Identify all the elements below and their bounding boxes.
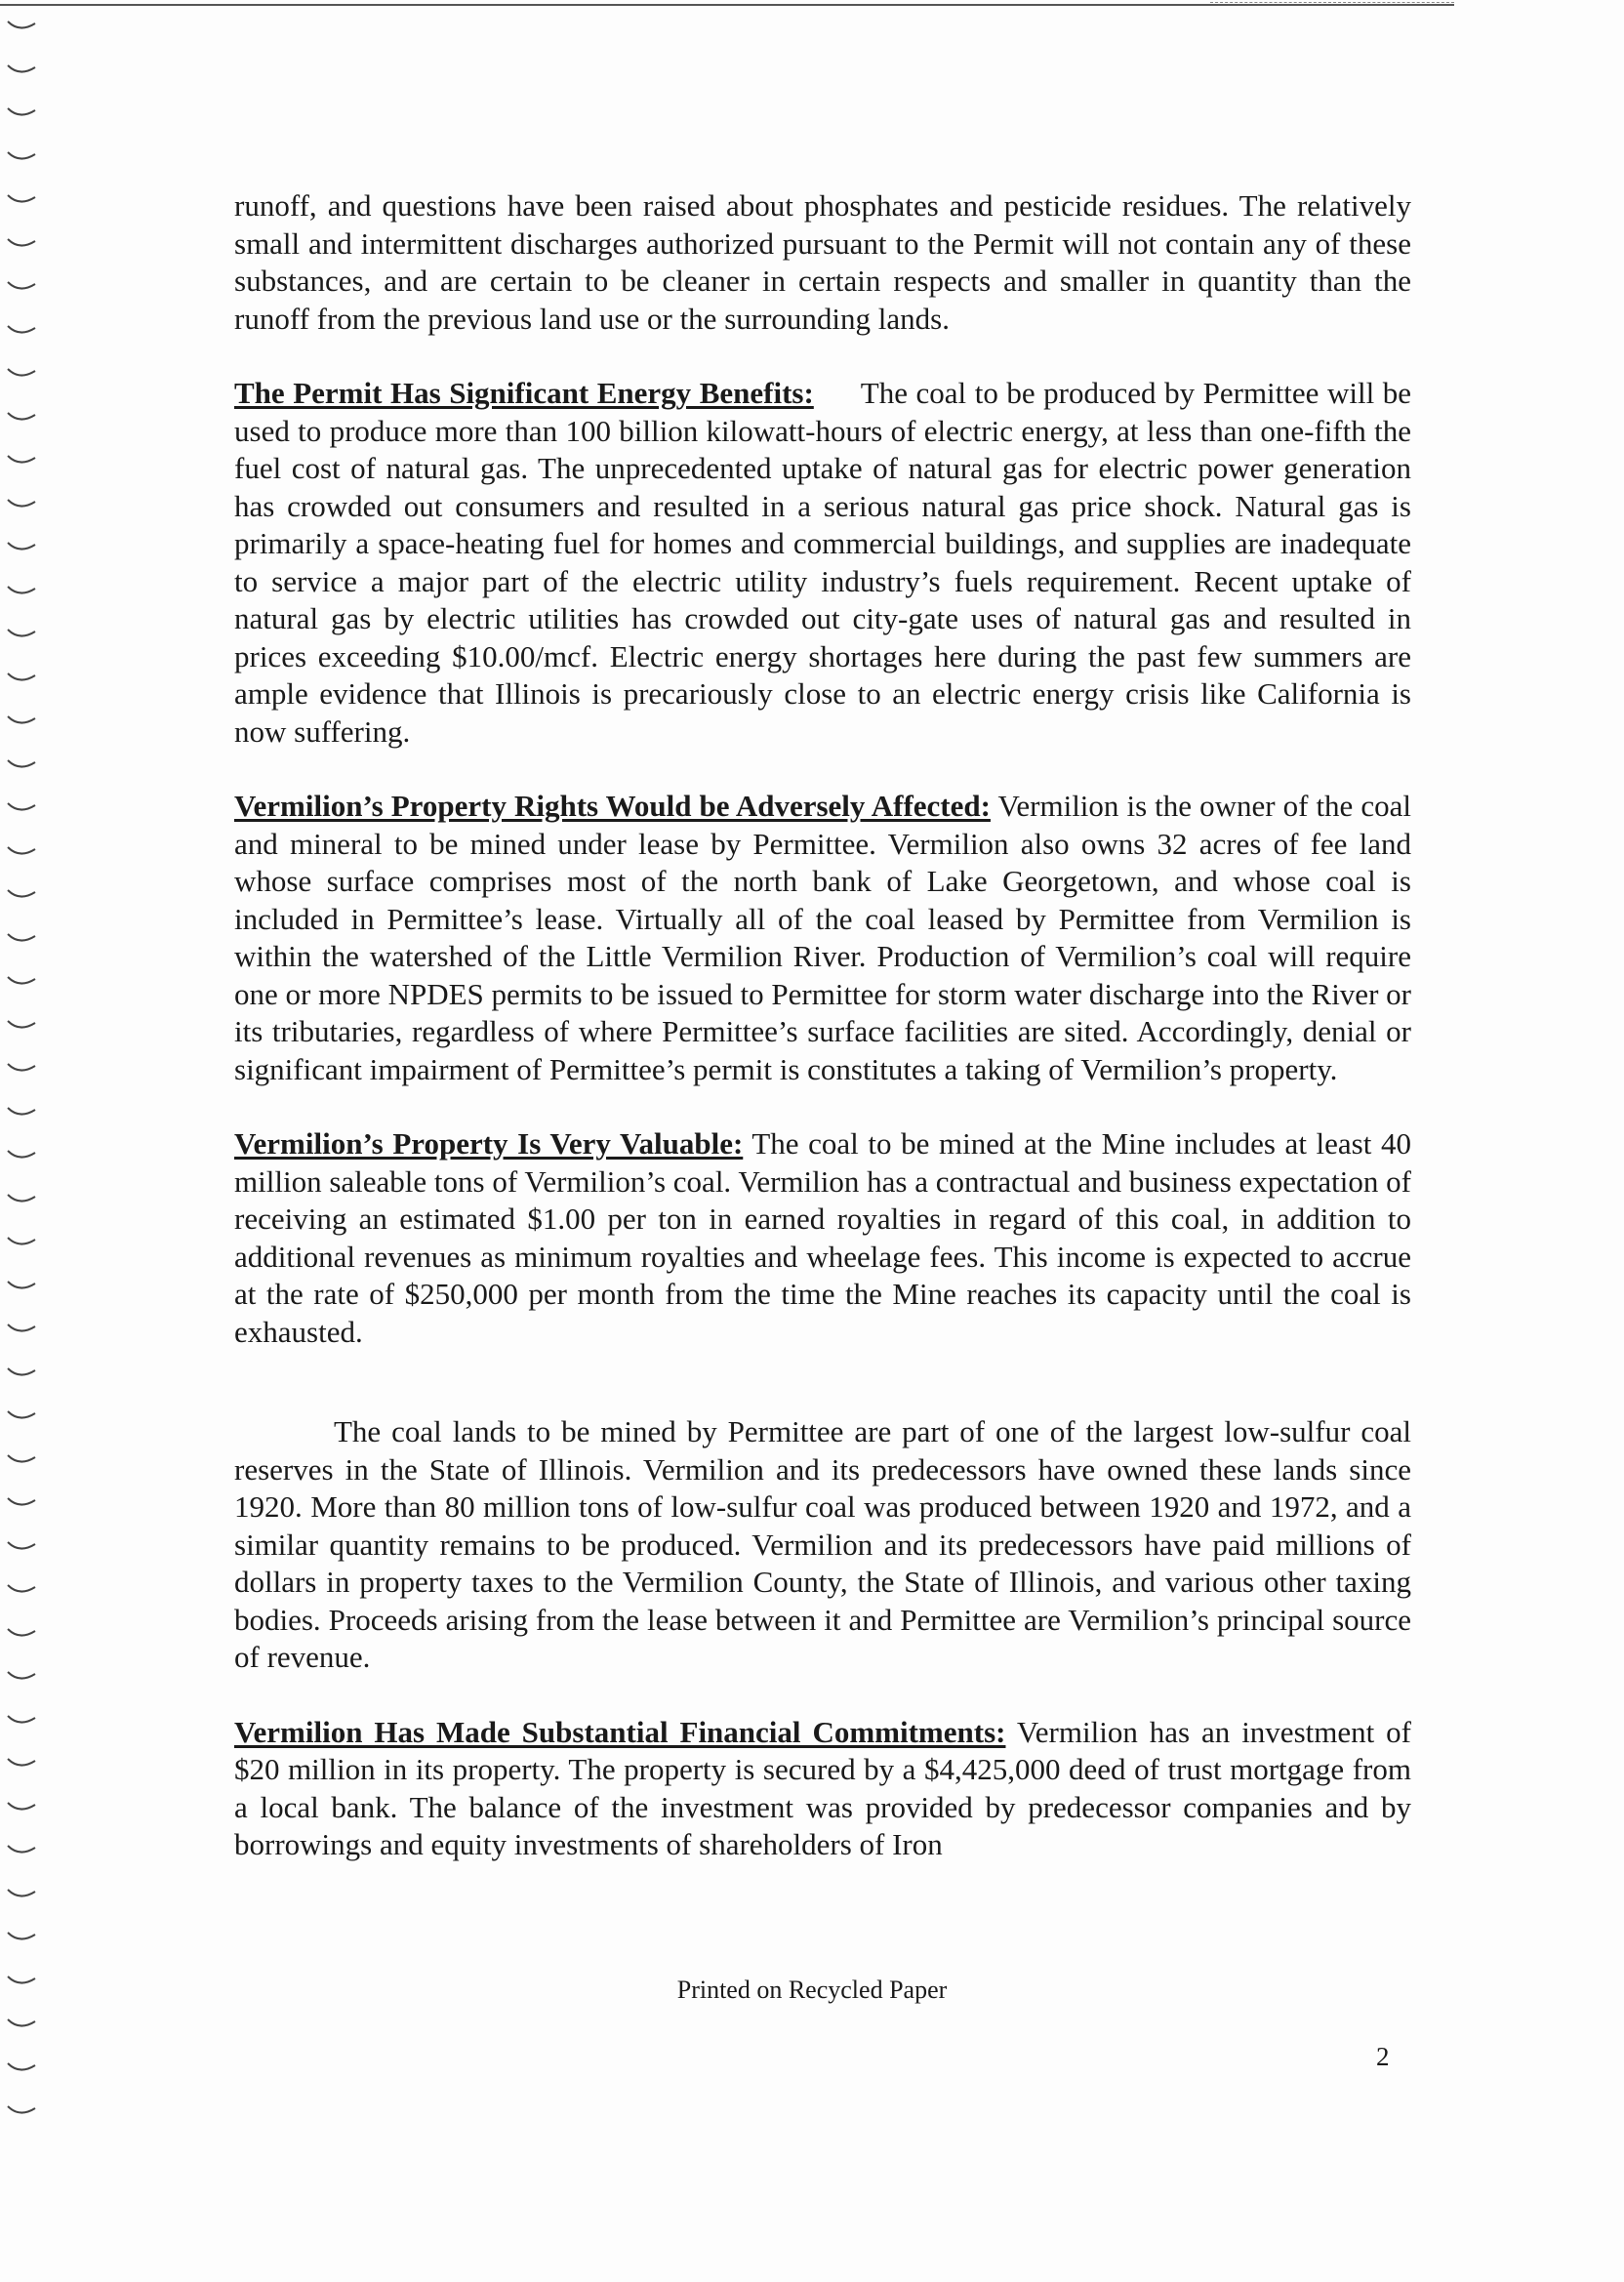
binder-mark [6, 801, 39, 815]
binder-mark [6, 411, 39, 425]
binder-mark [6, 63, 39, 77]
binder-mark [6, 2061, 39, 2075]
binder-mark [6, 1714, 39, 1728]
top-scan-rule-light [1210, 2, 1454, 3]
binder-mark [6, 1757, 39, 1771]
binder-mark [6, 845, 39, 859]
binder-mark [6, 20, 39, 33]
binder-mark [6, 888, 39, 902]
binder-mark [6, 2104, 39, 2118]
binder-mark [6, 1931, 39, 1944]
binder-mark [6, 1062, 39, 1076]
binder-mark [6, 541, 39, 554]
binder-mark [6, 1627, 39, 1641]
binder-mark [6, 237, 39, 251]
binder-mark [6, 1366, 39, 1380]
paragraph-property-value [234, 1125, 1411, 1351]
section-heading: Vermilion’s Property Rights Would be Adversely Affected: [234, 789, 991, 823]
binder-mark [6, 758, 39, 772]
binder-mark [6, 1149, 39, 1162]
paragraph-runoff [234, 187, 1411, 338]
binder-mark [6, 1019, 39, 1033]
paragraph-text: The coal to be mined at the Mine includes at least 40 million saleable tons of Vermilion’s coal. Vermilion has a contractual and business expectation of receiving an estimated $1.00 per ton in earned royalties in regard of this coal, in addition to additional revenues as minimum royalties and wheelage fees. This income is expected to accrue at the rate of $250,000 per month from the time the Mine reaches its capacity until the coal is exhausted. [234, 1126, 1411, 1349]
binder-mark [6, 150, 39, 164]
binder-mark [6, 628, 39, 641]
section-heading: Vermilion’s Property Is Very Valuable: [234, 1126, 744, 1161]
paragraph-property-rights [234, 788, 1411, 1088]
binder-mark [6, 1193, 39, 1206]
binder-mark [6, 1801, 39, 1814]
paragraph-energy-benefits [234, 375, 1411, 751]
page-number: 2 [1376, 2042, 1390, 2071]
binder-mark [6, 1280, 39, 1293]
paragraph-text: Vermilion has an investment of $20 million in its property. The property is secured by a $4,425,000 deed of trust mortgage from a local bank. The balance of the investment was provided by predecessor companies and by borrowings and equity investments of shareholders of Iron [234, 1714, 1411, 1861]
binder-mark [6, 932, 39, 946]
binder-mark [6, 1323, 39, 1336]
binder-mark [6, 1888, 39, 1901]
binder-mark [6, 193, 39, 207]
paragraph-financial-commitments [234, 1714, 1411, 1864]
binder-mark [6, 1453, 39, 1467]
binder-mark [6, 2017, 39, 2031]
binder-mark [6, 1540, 39, 1554]
binder-mark [6, 1844, 39, 1857]
binder-mark [6, 106, 39, 120]
paragraph-text: Vermilion is the owner of the coal and mineral to be mined under lease by Permittee. Vermilion also owns 32 acres of fee land whose surface comprises most of the north bank of Lake Georgetown, and whose coal is included in Permittee’s lease. Virtually all of the coal leased by Permittee from Vermilion is within the watershed of the Little Vermilion River. Production of Vermilion’s coal will require one or more NPDES permits to be issued to Permittee for storm water discharge into the River or its tributaries, regardless of where Permittee’s surface facilities are sited. Accordingly, denial or significant impairment of Permittee’s permit is constitutes a taking of Vermilion’s property. [234, 789, 1411, 1086]
binder-mark [6, 975, 39, 989]
binder-hole-marks [6, 20, 45, 2147]
binder-mark [6, 1236, 39, 1249]
binder-mark [6, 1106, 39, 1120]
section-heading: The Permit Has Significant Energy Benefits: [234, 376, 814, 410]
paragraph-text: The coal lands to be mined by Permittee are part of one of the largest low-sulfur coal reserves in the State of Illinois. Vermilion and its predecessors have owned these lands since 1920. More than 80 million tons of low-sulfur coal was produced between 1920 and 1972, and a similar quantity remains to be produced. Vermilion and its predecessors have paid millions of dollars in property taxes to the Vermilion County, the State of Illinois, and various other taxing bodies. Proceeds arising from the lease between it and Permittee are Vermilion’s principal source of revenue. [234, 1414, 1411, 1674]
binder-mark [6, 280, 39, 294]
binder-mark [6, 1583, 39, 1597]
binder-mark [6, 454, 39, 468]
document-body [234, 187, 1411, 1901]
binder-mark [6, 367, 39, 381]
section-heading: Vermilion Has Made Substantial Financial Commitments: [234, 1714, 1006, 1749]
paragraph-coal-lands [234, 1413, 1411, 1677]
top-scan-rule [0, 4, 1454, 6]
binder-mark [6, 585, 39, 598]
footer-note: Printed on Recycled Paper [676, 1976, 948, 2004]
binder-mark [6, 714, 39, 728]
binder-mark [6, 1409, 39, 1423]
paragraph-text: The coal to be produced by Permittee will be used to produce more than 100 billion kilowatt-hours of electric energy, at less than one-fifth the fuel cost of natural gas. The unprecedented uptake of natural gas for electric power generation has crowded out consumers and resulted in a serious natural gas price shock. Natural gas is primarily a space-heating fuel for homes and commercial buildings, and supplies are inadequate to service a major part of the electric utility industry’s fuels requirement. Recent uptake of natural gas by electric utilities has crowded out city-gate uses of natural gas and resulted in prices exceeding $10.00/mcf. Electric energy shortages here during the past few summers are ample evidence that Illinois is precariously close to an electric energy crisis like California is now suffering. [234, 376, 1411, 749]
binder-mark [6, 672, 39, 685]
paragraph-text: runoff, and questions have been raised about phosphates and pesticide residues. The relatively small and intermittent discharges authorized pursuant to the Permit will not contain any of these substances, and are certain to be cleaner in certain respects and smaller in quantity than the runoff from the previous land use or the surrounding lands. [234, 188, 1411, 336]
binder-mark [6, 498, 39, 511]
binder-mark [6, 1670, 39, 1684]
binder-mark [6, 1496, 39, 1510]
binder-mark [6, 324, 39, 338]
